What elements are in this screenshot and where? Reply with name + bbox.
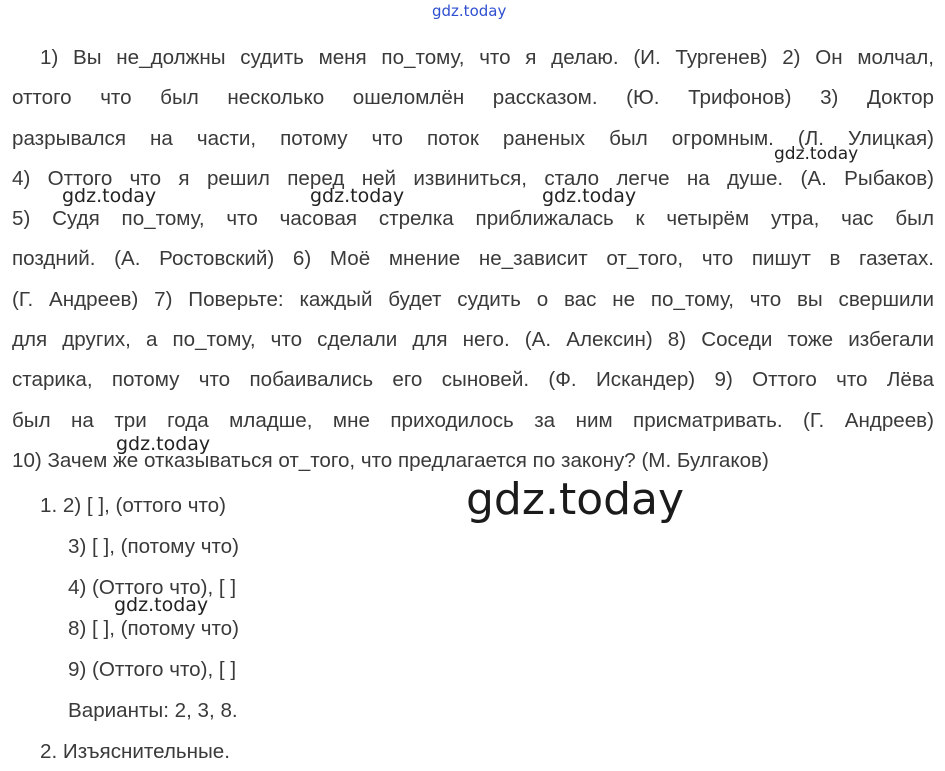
watermark: gdz.today [310, 185, 405, 207]
watermark: gdz.today [114, 594, 209, 616]
watermark-top: gdz.today [432, 2, 507, 20]
answer-line: 9) (Оттого что), [ ] [68, 658, 237, 681]
paragraph-line: 1) Вы не_должны судить меня по_тому, что я делаю. (И. Тургенев) 2) Он молчал, [40, 46, 934, 69]
watermark: gdz.today [774, 144, 859, 164]
paragraph-line: оттого что был несколько ошеломлён рассказом. (Ю. Трифонов) 3) Доктор [12, 86, 934, 110]
watermark-large: gdz.today [466, 474, 685, 525]
answer-line: Варианты: 2, 3, 8. [68, 699, 238, 722]
paragraph-line: разрывался на части, потому что поток раненых был огромным. (Л. Улицкая) [12, 126, 934, 150]
paragraph-line: 5) Судя по_тому, что часовая стрелка приближалась к четырём утра, час был [12, 207, 934, 231]
answer-line: 2. Изъяснительные. [40, 740, 230, 763]
exercise-paragraph [12, 38, 934, 481]
paragraph-line: (Г. Андреев) 7) Поверьте: каждый будет судить о вас не по_тому, что вы свершили [12, 287, 934, 311]
paragraph-line: был на три года младше, мне приходилось за ним присматривать. (Г. Андреев) [12, 408, 934, 432]
paragraph-line: 10) Зачем же отказываться от_того, что предлагается по закону? (М. Булгаков) [12, 448, 769, 472]
watermark: gdz.today [116, 433, 211, 455]
paragraph-line: старика, потому что побаивались его сыновей. (Ф. Искандер) 9) Оттого что Лёва [12, 368, 934, 392]
paragraph-line: 4) Оттого что я решил перед ней извиниться, стало легче на душе. (А. Рыбаков) [12, 166, 934, 190]
answer-line: 3) [ ], (потому что) [68, 535, 239, 558]
answer-line: 1. 2) [ ], (оттого что) [40, 494, 226, 517]
watermark: gdz.today [62, 185, 157, 207]
watermark: gdz.today [542, 185, 637, 207]
paragraph-line: для других, а по_тому, что сделали для него. (А. Алексин) 8) Соседи тоже избегали [12, 328, 934, 352]
answer-line: 8) [ ], (потому что) [68, 617, 239, 640]
paragraph-line: поздний. (А. Ростовский) 6) Моё мнение не_зависит от_того, что пишут в газетах. [12, 247, 934, 271]
answer-line: 4) (Оттого что), [ ] [68, 576, 237, 599]
